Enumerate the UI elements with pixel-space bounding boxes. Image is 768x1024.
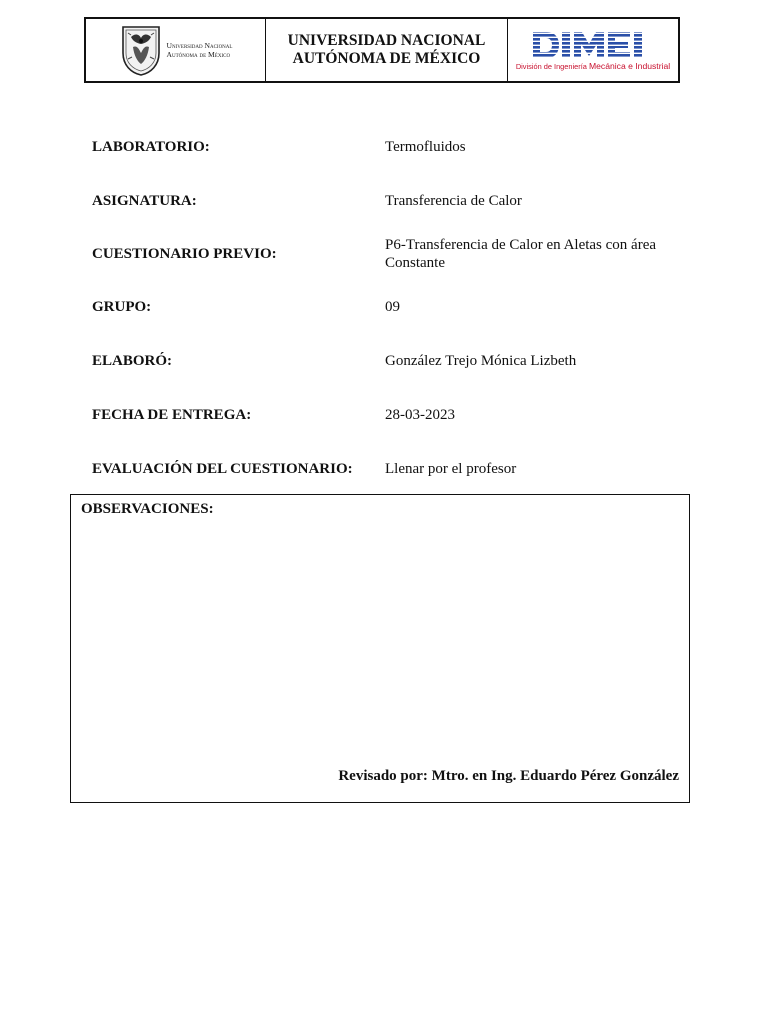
field-value: González Trejo Mónica Lizbeth: [385, 353, 577, 369]
observations-title: OBSERVACIONES:: [81, 501, 214, 517]
university-title-line2: AUTÓNOMA DE MÉXICO: [292, 50, 481, 67]
field-value: 09: [385, 299, 400, 315]
unam-seal-icon: [119, 23, 163, 77]
dimei-tagline: [516, 61, 670, 71]
dimei-wordmark-icon: [531, 30, 655, 60]
field-value: P6-Transferencia de Calor en Aletas con área Constante: [385, 237, 657, 271]
university-title-line1: UNIVERSIDAD NACIONAL: [287, 32, 486, 49]
dimei-logo-cell: [508, 19, 678, 81]
university-title: [266, 19, 508, 81]
field-label: ELABORÓ:: [92, 353, 173, 369]
unam-name-line1: Universidad Nacional: [166, 41, 233, 50]
field-label: LABORATORIO:: [92, 139, 210, 155]
observations-box: [70, 494, 690, 803]
dimei-tagline-prefix: División de Ingeniería: [515, 61, 587, 71]
unam-logo: [119, 23, 233, 77]
reviewed-by: Revisado por: Mtro. en Ing. Eduardo Pérez González: [338, 768, 679, 784]
document-header: [84, 17, 680, 83]
field-label: ASIGNATURA:: [92, 193, 197, 209]
unam-logo-cell: [86, 19, 266, 81]
unam-name-line2: Autónoma de México: [166, 50, 231, 59]
unam-name: [167, 41, 233, 59]
field-label: CUESTIONARIO PREVIO:: [92, 246, 277, 262]
field-value: 28-03-2023: [385, 407, 455, 423]
dimei-tagline-strong: Mecánica e Industrial: [588, 60, 671, 71]
field-value: Transferencia de Calor: [385, 193, 522, 209]
field-value: Termofluidos: [385, 139, 466, 155]
field-label: FECHA DE ENTREGA:: [92, 407, 252, 423]
field-label: GRUPO:: [92, 299, 152, 315]
dimei-logo: [516, 30, 670, 71]
field-value: Llenar por el profesor: [385, 461, 517, 477]
field-label: EVALUACIÓN DEL CUESTIONARIO:: [92, 461, 353, 477]
